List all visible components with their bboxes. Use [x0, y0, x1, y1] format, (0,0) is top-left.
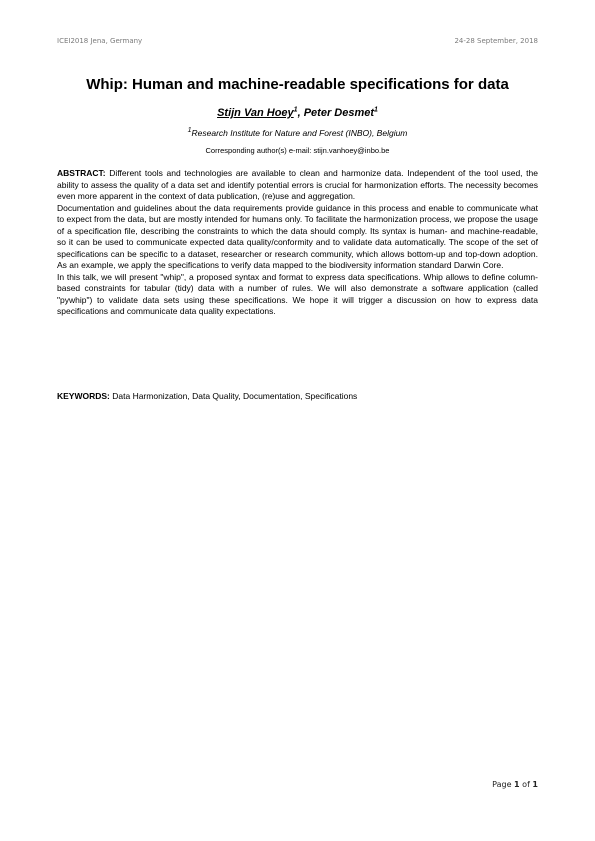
conference-location: ICEI2018 Jena, Germany	[57, 37, 143, 45]
affiliation-text: Research Institute for Nature and Forest (INBO), Belgium	[191, 128, 408, 138]
abstract	[57, 168, 538, 318]
author-name: Peter Desmet	[303, 107, 375, 119]
author-list	[40, 107, 555, 119]
keywords	[57, 391, 538, 403]
abstract-text: Different tools and technologies are available to clean and harmonize data. Independent of the tool used, the ability to assess the quality of a data set and identify potential errors is crucial for harmonization efforts. The necessity becomes even more apparent in the context of data publication, (re)use and aggregation.	[57, 168, 538, 201]
current-page: 1	[514, 780, 520, 789]
page-number: Page 1 of 1	[492, 780, 538, 789]
abstract-paragraph: In this talk, we will present "whip", a proposed syntax and format to express data specifications. Whip allows to define column-based constraints for tabular (tidy) data with a number of rules. We will also demonstrate a software application (called "pywhip") to validate data sets using these specifications. We hope it will trigger a discussion on how to express data specifications and communicate data quality expectations.	[57, 271, 538, 316]
author-affiliation-mark: 1	[374, 106, 378, 114]
keywords-text: Data Harmonization, Data Quality, Documentation, Specifications	[109, 391, 358, 401]
page-header	[57, 37, 538, 45]
conference-dates: 24-28 September, 2018	[454, 37, 538, 45]
author-separator: ,	[297, 107, 304, 119]
author-name: Stijn Van Hoey	[217, 107, 294, 119]
author-affiliation-mark: 1	[293, 106, 298, 114]
abstract-paragraph: Documentation and guidelines about the data requirements provide guidance in this process and enable to communicate what to expect from the data, but are mostly intended for humans only. To facilitate the harmonization process, we propose the usage of a specification file, describing the constraints to which the data should comply. Its syntax is human- and machine-readable, so it can be used to communicate expected data quality/conformity and to validate data automatically. The scope of the set of specifications can be specific to a dataset, researcher or research community, which allows bottom-up and top-down adoption. As an example, we apply the specifications to verify data mapped to the biodiversity information standard Darwin Core.	[57, 202, 538, 270]
paper-title: Whip: Human and machine-readable specifications for data	[86, 76, 509, 93]
corresponding-email: Corresponding author(s) e-mail: stijn.vanhoey@inbo.be	[205, 146, 390, 155]
affiliation-mark: 1	[187, 127, 192, 135]
abstract-paragraph	[57, 168, 538, 203]
keywords-label: KEYWORDS:	[57, 391, 110, 401]
affiliation	[40, 128, 555, 138]
total-pages: 1	[532, 780, 538, 789]
abstract-label: ABSTRACT:	[57, 168, 106, 178]
